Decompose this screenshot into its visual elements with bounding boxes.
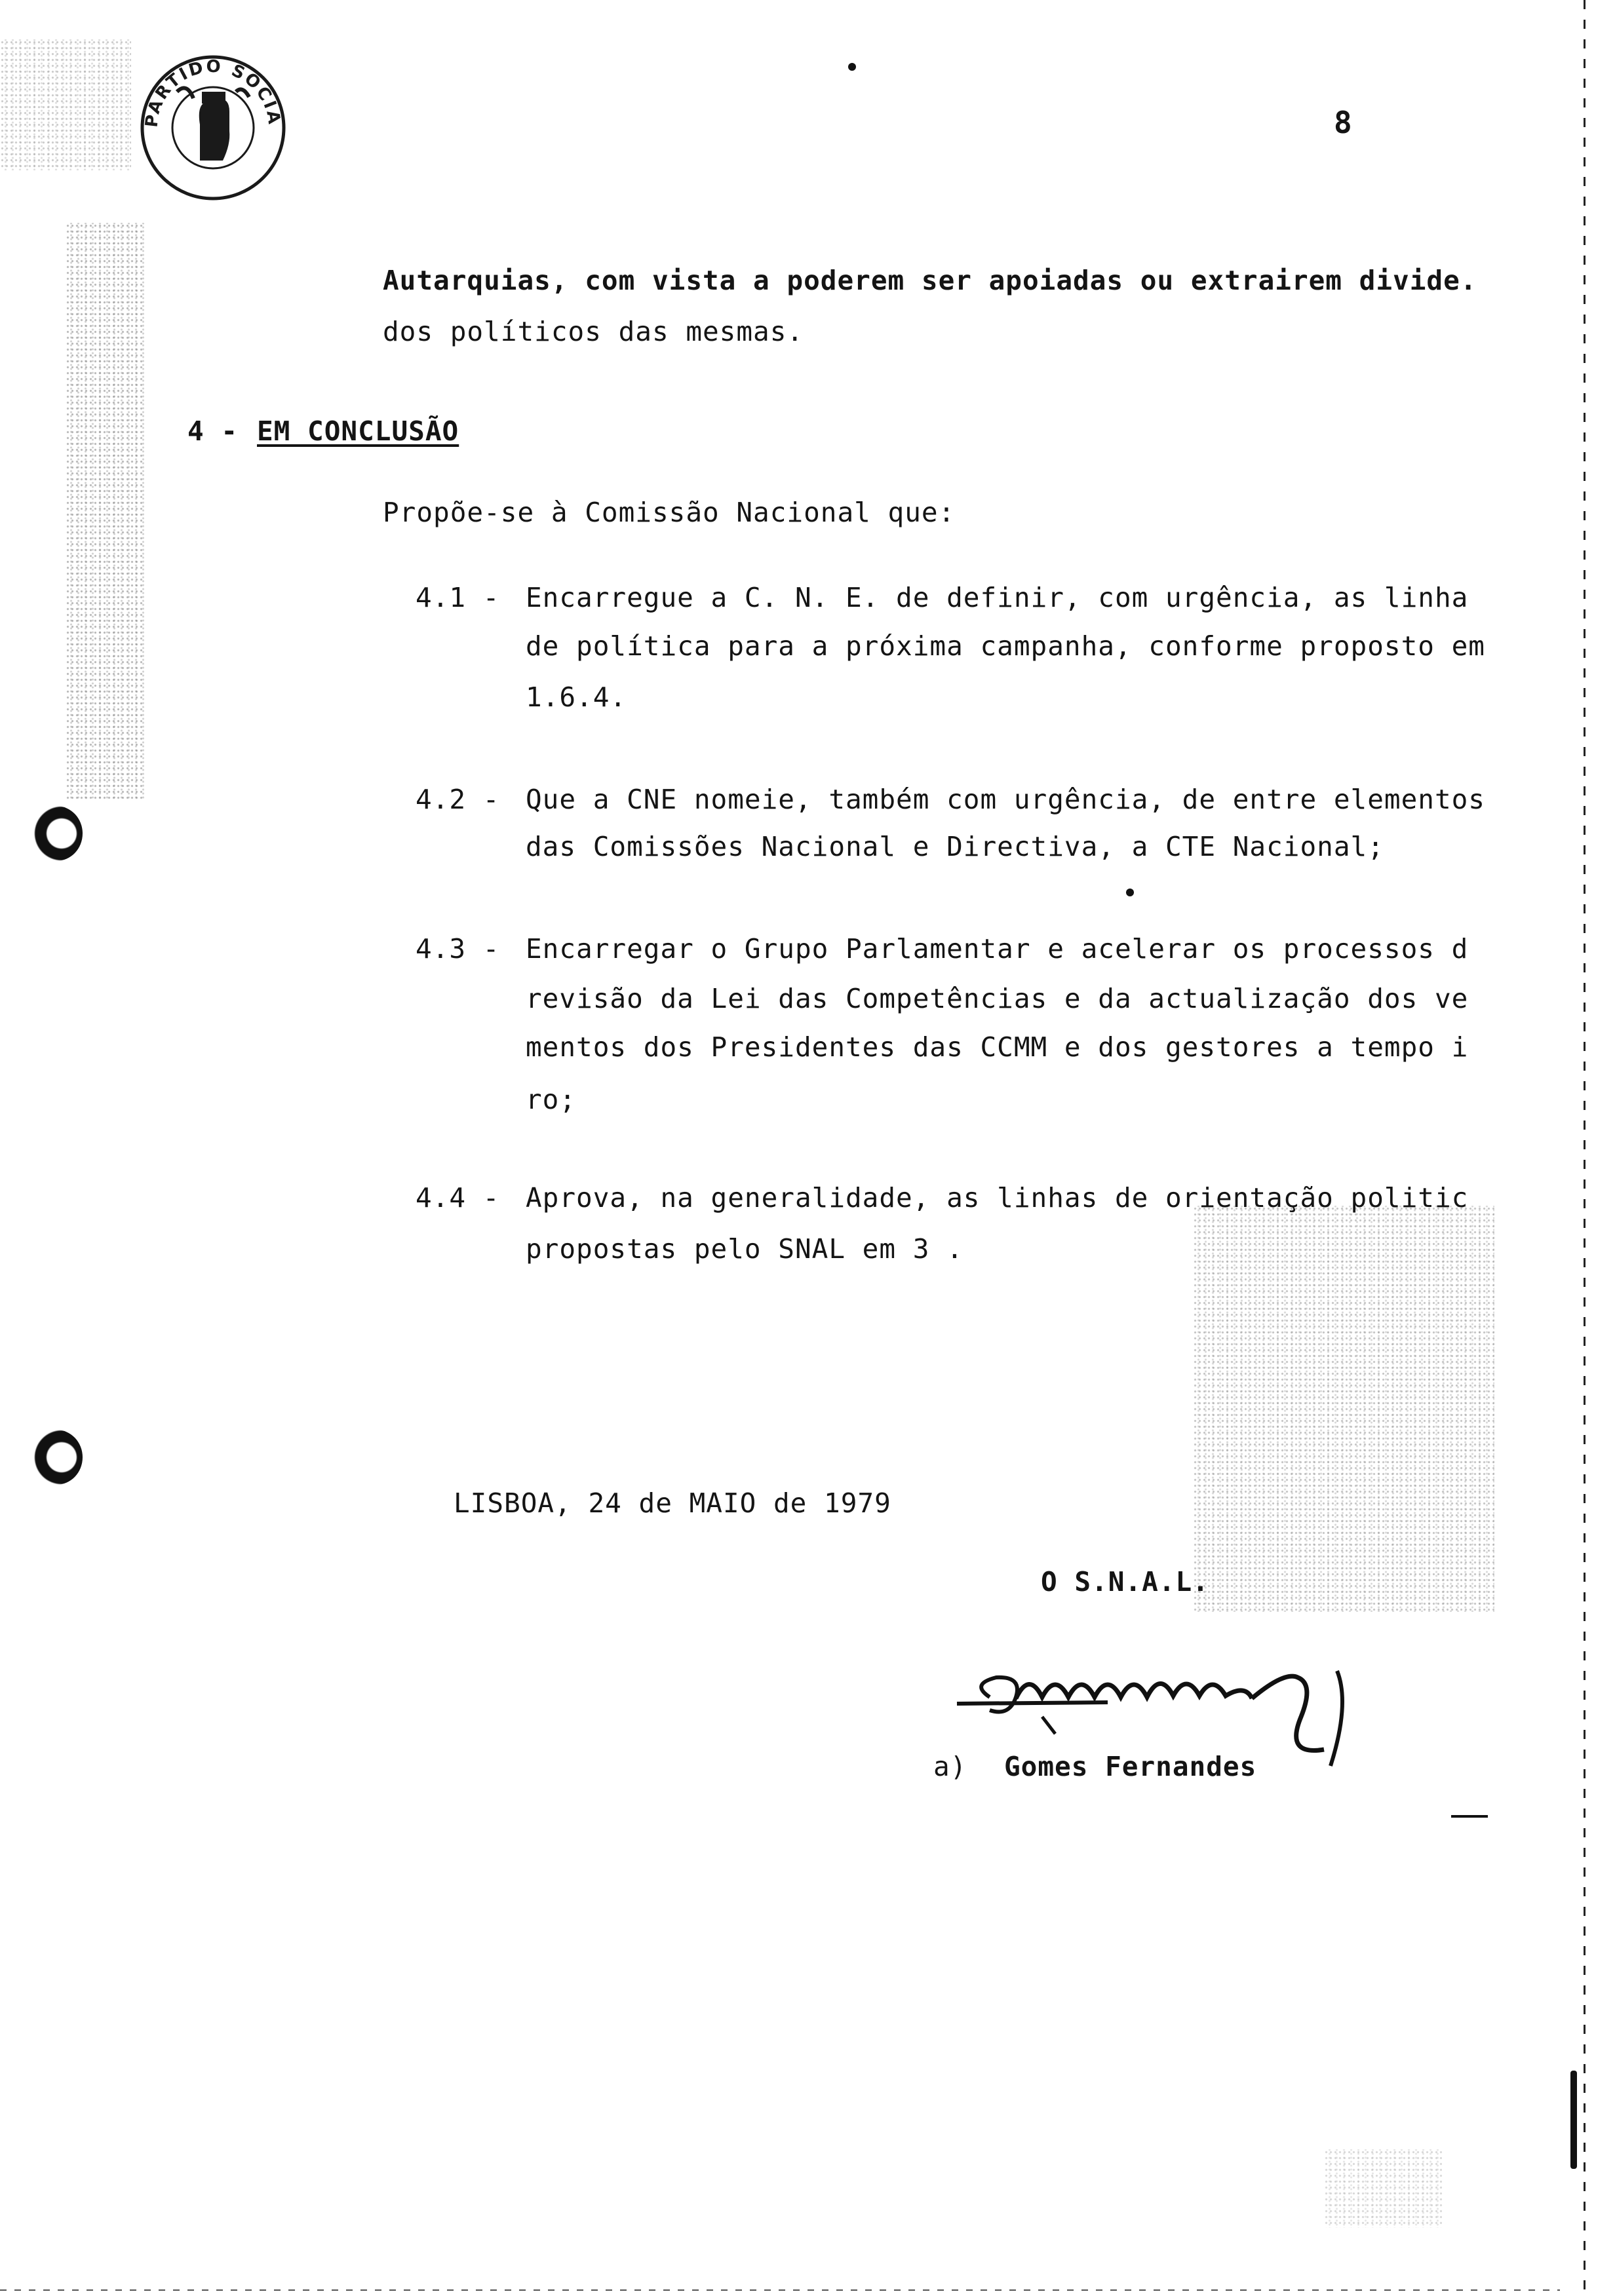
bottom-edge-dash bbox=[0, 2289, 1560, 2291]
paragraph-line: Autarquias, com vista a poderem ser apoiadas ou extrairem divide. bbox=[383, 265, 1477, 296]
scan-noise-right bbox=[1193, 1206, 1494, 1612]
issuer: O S.N.A.L. bbox=[1041, 1566, 1209, 1598]
section-intro: Propõe-se à Comissão Nacional que: bbox=[383, 497, 956, 528]
place-date: LISBOA, 24 de MAIO de 1979 bbox=[454, 1487, 891, 1519]
party-stamp-icon bbox=[138, 52, 288, 203]
paragraph-line: dos políticos das mesmas. bbox=[383, 316, 804, 347]
item-number-4-4: 4.4 - bbox=[416, 1182, 500, 1214]
scan-noise-top-left bbox=[0, 39, 131, 170]
ink-dot bbox=[848, 63, 856, 71]
party-stamp bbox=[138, 52, 288, 203]
signature-prefix: a) bbox=[933, 1751, 967, 1782]
right-edge-dash bbox=[1584, 0, 1586, 2296]
punch-hole-bottom bbox=[30, 1430, 83, 1485]
item-line: revisão da Lei das Competências e da actualização dos ve bbox=[526, 983, 1469, 1014]
signature-name: Gomes Fernandes bbox=[1004, 1751, 1257, 1782]
margin-mark-bottom-right bbox=[1570, 2071, 1577, 2169]
item-line: 1.6.4. bbox=[526, 681, 627, 713]
section-number: 4 - bbox=[187, 415, 239, 447]
item-line: Aprova, na generalidade, as linhas de orientação politic bbox=[526, 1182, 1469, 1214]
item-line: Encarregue a C. N. E. de definir, com urgência, as linha bbox=[526, 582, 1469, 613]
ink-dot bbox=[1126, 889, 1134, 896]
scan-noise-bottom-right bbox=[1324, 2149, 1442, 2228]
item-line: Que a CNE nomeie, também com urgência, de entre elementos bbox=[526, 784, 1485, 815]
item-line: de política para a próxima campanha, conforme proposto em bbox=[526, 630, 1485, 662]
item-number-4-1: 4.1 - bbox=[416, 582, 500, 613]
item-number-4-3: 4.3 - bbox=[416, 933, 500, 965]
margin-mark-right bbox=[1451, 1815, 1488, 1818]
item-line: ro; bbox=[526, 1084, 577, 1115]
punch-hole-top bbox=[30, 806, 83, 861]
item-line: das Comissões Nacional e Directiva, a CTE Nacional; bbox=[526, 831, 1384, 862]
item-line: Encarregar o Grupo Parlamentar e acelerar os processos d bbox=[526, 933, 1469, 965]
section-title: EM CONCLUSÃO bbox=[257, 415, 459, 447]
item-line: mentos dos Presidentes das CCMM e dos gestores a tempo i bbox=[526, 1031, 1469, 1063]
scan-noise-left bbox=[66, 223, 144, 799]
party-stamp-text: PARTIDO SOCIA bbox=[142, 56, 284, 128]
item-line: propostas pelo SNAL em 3 . bbox=[526, 1233, 963, 1265]
item-number-4-2: 4.2 - bbox=[416, 784, 500, 815]
page-number: 8 bbox=[1334, 105, 1353, 140]
